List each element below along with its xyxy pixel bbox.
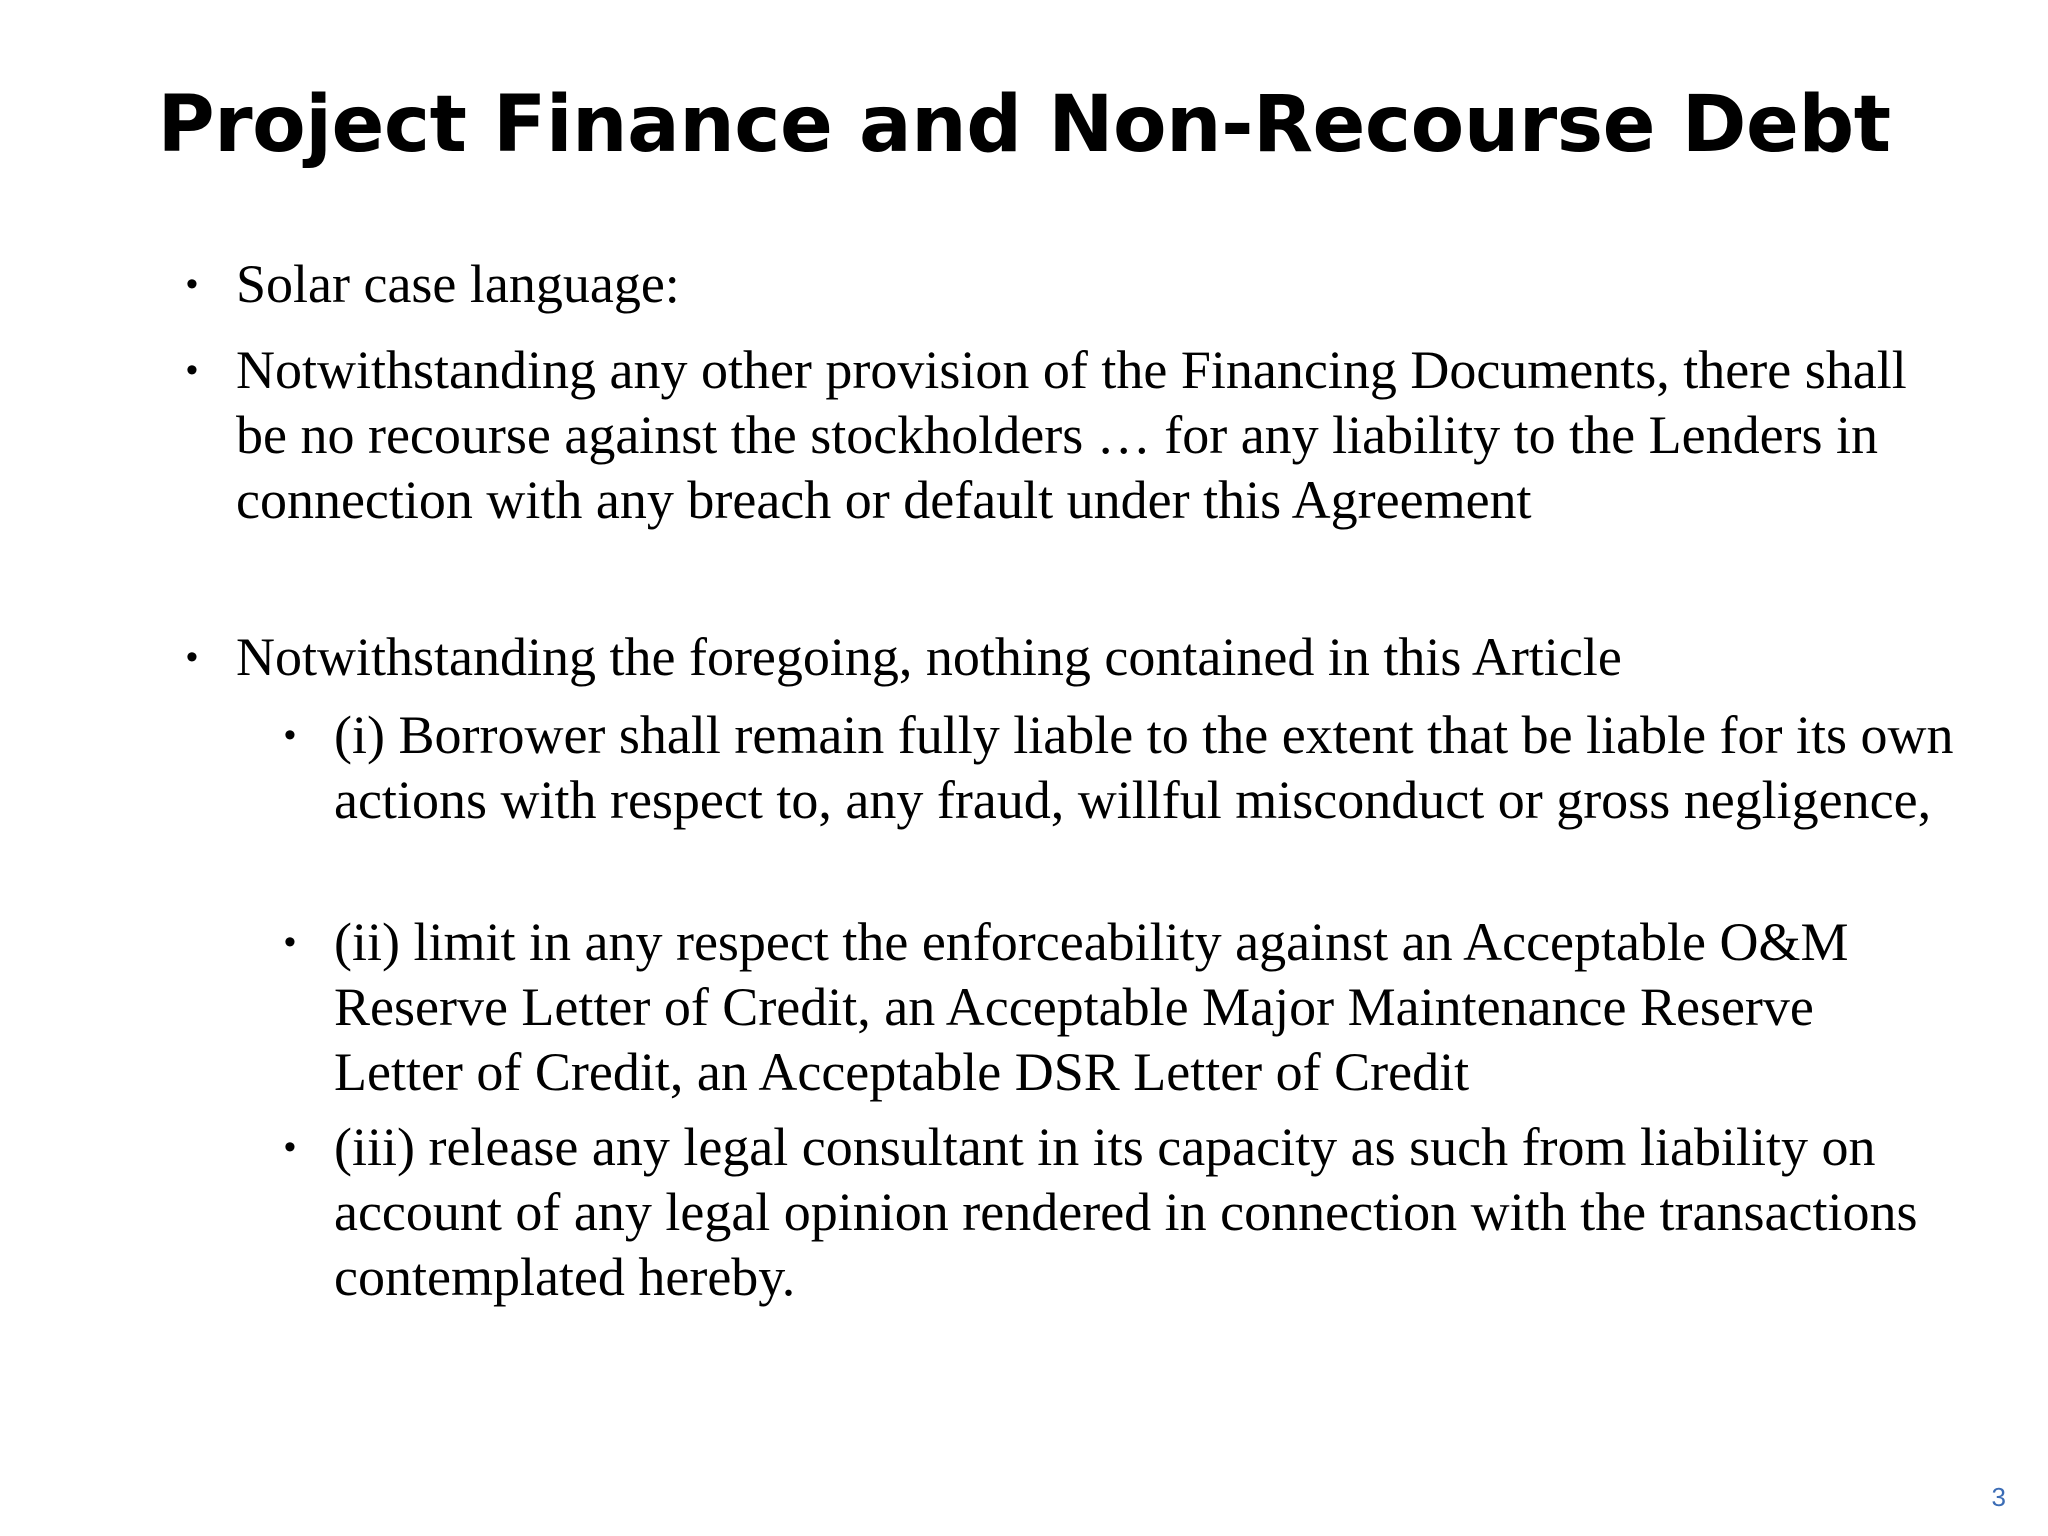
bullet-marker: • [186, 351, 198, 389]
bullet-item [236, 252, 1916, 317]
bullet-item [236, 625, 1916, 690]
page-number: 3 [1991, 1482, 2006, 1512]
sub-bullet-item [334, 1115, 1954, 1310]
bullet-item [236, 338, 1916, 533]
sub-bullet-text: (iii) release any legal consultant in its capacity as such from liability on account of any legal opinion rendered in connection with the transactions contemplated hereby. [334, 1117, 1918, 1307]
bullet-text: Solar case language: [236, 254, 680, 314]
bullet-marker: • [186, 638, 198, 676]
sub-bullet-marker: • [284, 1128, 296, 1166]
slide-title: Project Finance and Non-Recourse Debt [157, 80, 1891, 170]
sub-bullet-text: (ii) limit in any respect the enforceability against an Acceptable O&M Reserve Letter of Credit, an Acceptable Major Maintenance Reserve Letter of Credit, an Acceptable DSR Letter of Credit [334, 912, 1849, 1102]
bullet-marker: • [186, 265, 198, 303]
sub-bullet-marker: • [284, 923, 296, 961]
sub-bullet-item [334, 703, 1954, 833]
sub-bullet-text: (i) Borrower shall remain fully liable to the extent that be liable for its own actions with respect to, any fraud, willful misconduct or gross negligence, [334, 705, 1954, 830]
bullet-text: Notwithstanding any other provision of the Financing Documents, there shall be no recourse against the stockholders … for any liability to the Lenders in connection with any breach or default under this Agreement [236, 340, 1907, 530]
sub-bullet-marker: • [284, 716, 296, 754]
bullet-text: Notwithstanding the foregoing, nothing contained in this Article [236, 627, 1622, 687]
sub-bullet-item [334, 910, 1954, 1105]
